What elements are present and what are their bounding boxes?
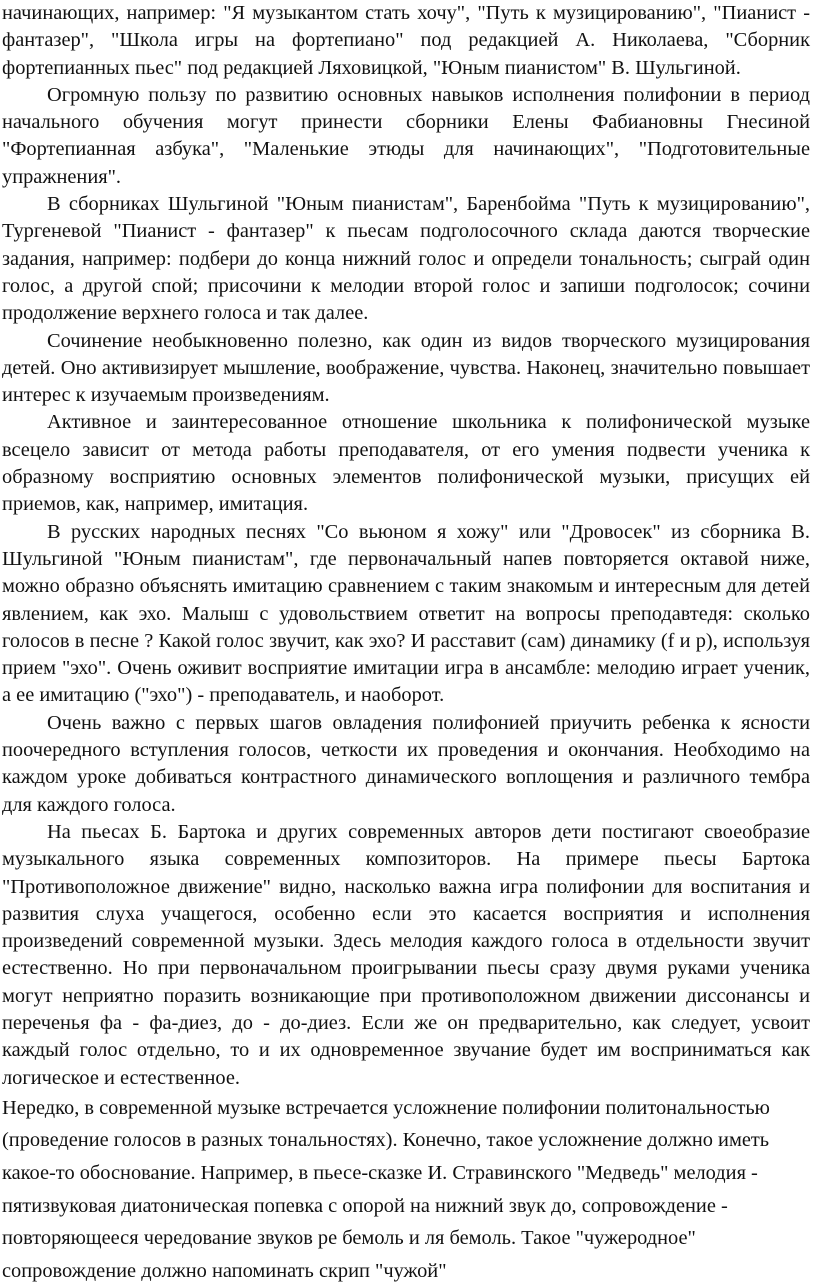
paragraph-creative-tasks: В сборниках Шульгиной "Юным пианистам", Баренбойма "Путь к музицированию", Тургеневой "Пианист - фантазер" к пьесам подголосочного склада даются творческие задания, например: подбери до конца нижний голос и определи тональность; сыграй один голос, а другой спой; присочини к мелодии второй голос и запиши подголосок; сочини продолжение верхнего голоса и так далее. (2, 193, 810, 325)
paragraph-voice-clarity: Очень важно с первых шагов овладения полифонией приучить ребенка к ясности поочередного вступления голосов, четкости их проведения и окончания. Необходимо на каждом уроке добиваться контрастного динамического воплощения и различного тембра для каждого голоса. (2, 711, 810, 816)
paragraph-bartok: На пьесах Б. Бартока и других современных авторов дети постигают своеобразие музыкального языка современных композиторов. На примере пьесы Бартока "Противоположное движение" видно, насколько важна игра полифонии для воспитания и развития слуха учащегося, особенно если это касается восприятия и исполнения произведений современной музыки. Здесь мелодия каждого голоса в отдельности звучит естественно. Но при первоначальном проигрывании пьесы сразу двумя руками ученика могут неприятно поразить возникающие при противоположном движении диссонансы и переченья фа - фа-диез, до - до-диез. Если же он предварительно, как следует, усвоит каждый голос отдельно, то и их одновременное звучание будет им восприниматься как логическое и естественное. (2, 820, 810, 1089)
paragraph-folk-songs-echo: В русских народных песнях "Со вьюном я хожу" или "Дровосек" из сборника В. Шульгиной "Юным пианистам", где первоначальный напев повторяется октавой ниже, можно образно объяснять имитацию сравнением с таким знакомым и интересным для детей явлением, как эхо. Малыш с удовольствием ответит на вопросы преподавтедя: сколько голосов в песне ? Какой голос звучит, как эхо? И расставит (сам) динамику (f и p), используя прием "эхо". Очень оживит восприятие имитации игра в ансамбле: мелодию играет ученик, а ее имитацию ("эхо") - преподаватель, и наоборот. (2, 520, 810, 707)
paragraph-gnesina-collections: Огромную пользу по развитию основных навыков исполнения полифонии в период начального обучения могут принести сборники Елены Фабиановны Гнесиной "Фортепианная азбука", "Маленькие этюды для начинающих", "Подготовительные упражнения". (2, 83, 810, 188)
paragraph-polytonality: Нередко, в современной музыке встречается усложнение полифонии политональностью (проведение голосов в разных тональностях). Конечно, такое усложнение должно иметь какое-то обоснование. Например, в пьесе-сказке И. Стравинского "Медведь" мелодия - пятизвуковая диатоническая попевка с опорой на нижний звук до, сопровождение - повторяющееся чередование звуков ре бемоль и ля бемоль. Такое "чужеродное" сопровождение должно напоминать скрип "чужой" (2, 1096, 770, 1282)
paragraph-continuation: начинающих, например: "Я музыкантом стать хочу", "Путь к музицированию", "Пианист - фантазер", "Школа игры на фортепиано" под редакцией А. Николаева, "Сборник фортепианных пьес" под редакцией Ляховицкой, "Юным пианистом" В. Шульгиной. (2, 2, 810, 79)
paragraph-composition: Сочинение необыкновенно полезно, как один из видов творческого музицирования детей. Оно активизирует мышление, воображение, чувства. Наконец, значительно повышает интерес к изучаемым произведениям. (2, 329, 810, 407)
paragraph-teacher-method: Активное и заинтересованное отношение школьника к полифонической музыке всецело зависит от метода работы преподавателя, от его умения подвести ученика к образному восприятию основных элементов полифонической музыки, присущих ей приемов, как, например, имитация. (2, 411, 810, 516)
